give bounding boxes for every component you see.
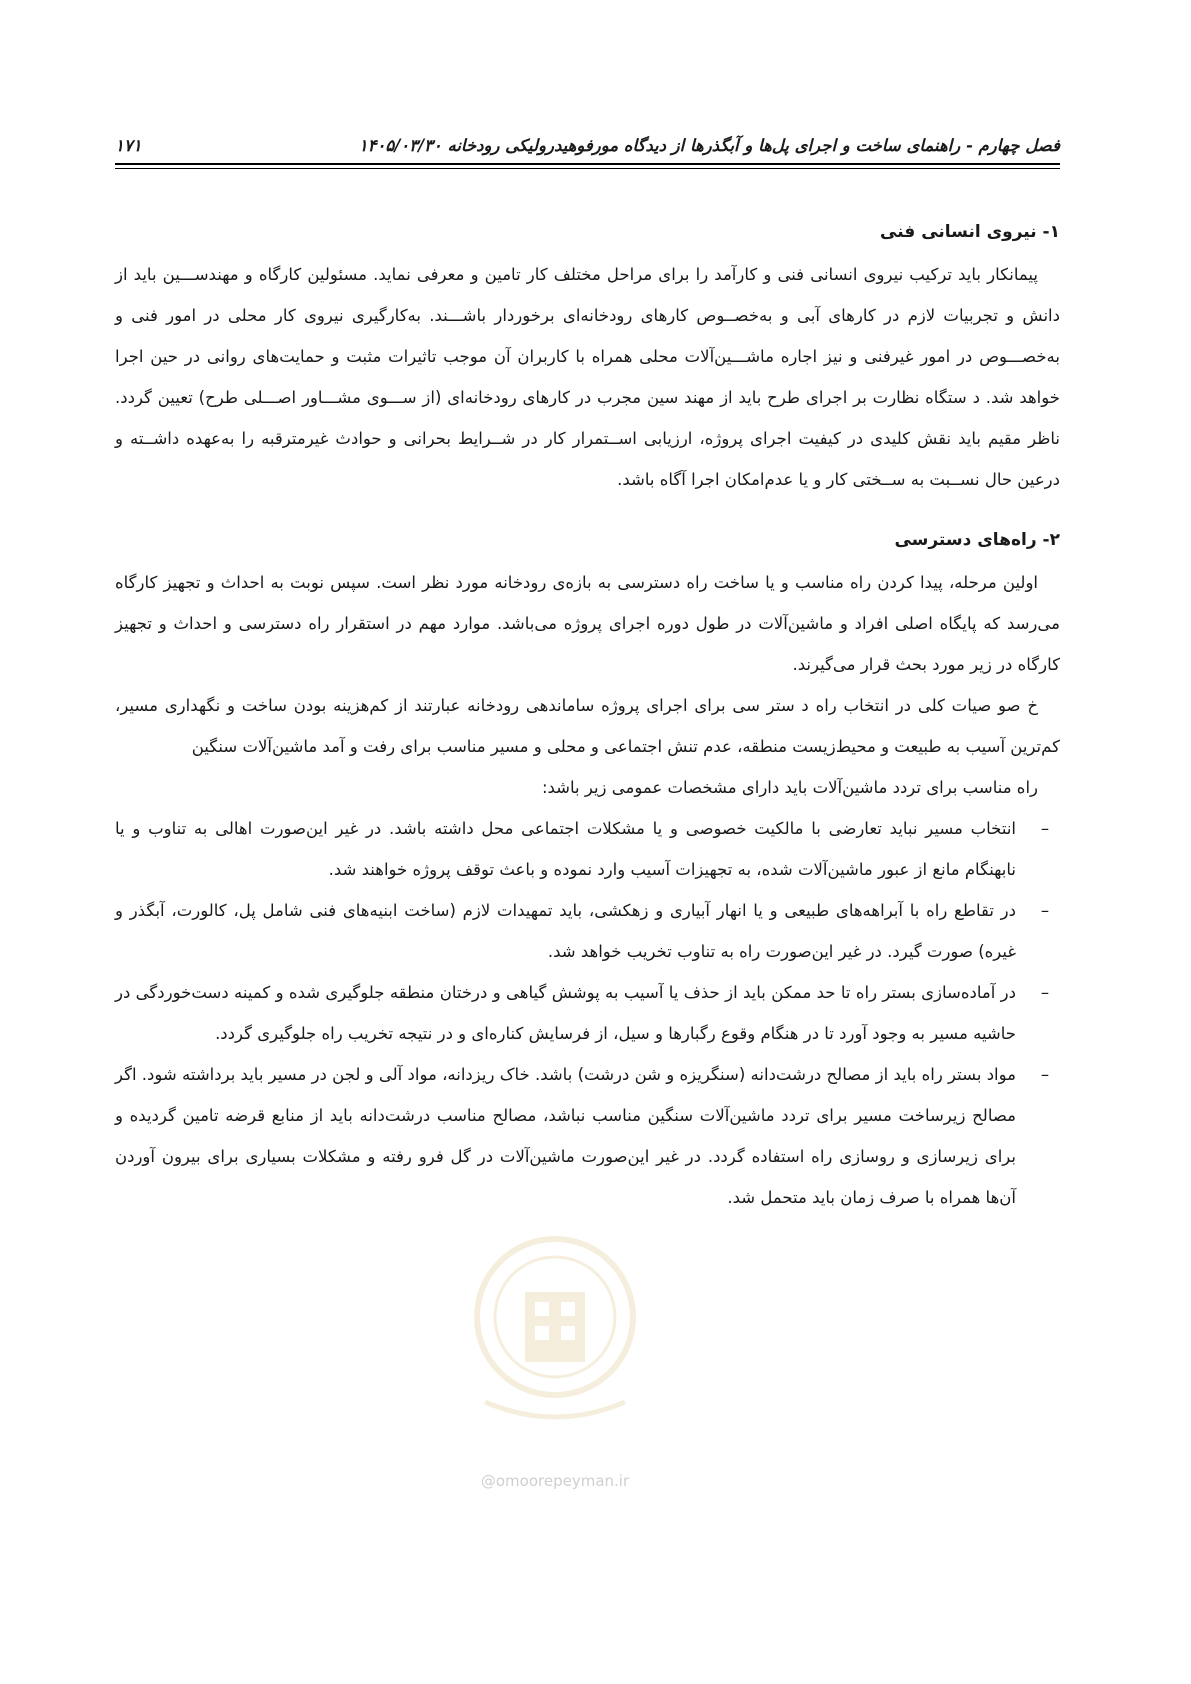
header-title: فصل چهارم - راهنمای ساخت و اجرای پل‌ها و آبگذرها از دیدگاه مورفوهیدرولیکی رودخانه ۱۴۰۵/۰۳/۳۰ (358, 135, 1060, 155)
road-requirements-list (115, 808, 1060, 1218)
list-item (115, 972, 1060, 1054)
list-item (115, 808, 1060, 890)
paragraph-access-roads-1: اولین مرحله، پیدا کردن راه مناسب و یا ساخت راه دسترسی به بازه‌ی رودخانه مورد نظر است. سپس نوبت به احداث و تجهیز کارگاه می‌رسد که پایگاه اصلی افراد و ماشین‌آلات در طول دوره اجرای پروژه می‌باشد. موارد مهم در استقرار راه دسترسی و احداث و تجهیز کارگاه در زیر مورد بحث قرار می‌گیرند. (115, 573, 1060, 674)
dash-bullet-icon: – (1040, 983, 1050, 1002)
page-number: ۱۷۱ (115, 135, 142, 155)
list-item (115, 890, 1060, 972)
list-item (115, 1054, 1060, 1218)
list-item-text: مواد بستر راه باید از مصالح درشت‌دانه (سنگریزه و شن درشت) باشد. خاک ریزدانه، مواد آلی و لجن در مسیر باید برداشته شود. اگر مصالح زیرساخت مسیر برای تردد ماشین‌آلات سنگین مناسب نباشد، مصالح مناسب درشت‌دانه باید از منابع قرضه تامین گردیده و برای زیرسازی و روسازی راه استفاده گردد. در غیر این‌صورت ماشین‌آلات در گل فرو رفته و مشکلات بسیاری برای بیرون آوردن آن‌ها همراه با صرف زمان باید متحمل شد. (115, 1065, 1016, 1207)
dash-bullet-icon: – (1040, 901, 1050, 920)
list-item-text: در تقاطع راه با آبراهه‌های طبیعی و یا انهار آبیاری و زهکشی، باید تمهیدات لازم (ساخت ابنیه‌های فنی شامل پل، کالورت، آبگذر و غیره) صورت گیرد. در غیر این‌صورت راه به تناوب تخریب خواهد شد. (115, 901, 1016, 961)
body-content (115, 214, 1060, 1218)
running-header (115, 128, 1060, 162)
list-intro: راه مناسب برای تردد ماشین‌آلات باید دارای مشخصات عمومی زیر باشد: (541, 778, 1038, 797)
list-item-text: در آماده‌سازی بستر راه تا حد ممکن باید از حذف یا آسیب به پوشش گیاهی و درختان منطقه جلوگیری شده و کمینه دست‌خوردگی در حاشیه مسیر به وجود آورد تا در هنگام وقوع رگبارها و سیل، از فرسایش کناره‌ای و در نتیجه تخریب راه جلوگیری گردد. (115, 983, 1016, 1043)
header-rule-thin (115, 168, 1060, 169)
paragraph-access-roads-2: خ صو صیات کلی در انتخاب راه د ستر سی برای اجرای پروژه ساماندهی رودخانه عبارتند از کم‌هزینه بودن ساخت و نگهداری مسیر، کم‌ترین آسیب به طبیعت و محیط‌زیست منطقه، عدم تنش اجتماعی و محلی و مسیر مناسب برای رفت و آمد ماشین‌آلات سنگین (115, 696, 1060, 756)
watermark-text: @omoorepeyman.ir (480, 1472, 630, 1490)
paragraph-technical-staff: پیمانکار باید ترکیب نیروی انسانی فنی و کارآمد را برای مراحل مختلف کار تامین و معرفی نماید. مسئولین کارگاه و مهندســـین باید از دانش و تجربیات لازم در کارهای آبی و به‌خصــوص کارهای رودخانه‌ای برخوردار باشـــند. به‌کارگیری نیروی کار محلی در امور فنی و به‌خصـــوص در امور غیرفنی و نیز اجاره ماشـــین‌آلات محلی همراه با کاربران آن موجب تاثیرات مثبت و حمایت‌های روانی در حین اجرا خواهد شد. د ستگاه نظارت بر اجرای طرح باید از مهند سین مجرب در کارهای رودخانه‌ای (از ســـوی مشـــاور اصـــلی طرح) تعیین گردد. ناظر مقیم باید نقش کلیدی در کیفیت اجرای پروژه، ارزیابی اســتمرار کار در شــرایط بحرانی و حوادث غیرمترقبه را به‌عهده داشــته و درعین حال نســبت به ســختی کار و یا عدم‌امکان اجرا آگاه باشد. (115, 265, 1060, 489)
section-heading-technical-staff: ۱- نیروی انسانی فنی (880, 222, 1060, 242)
watermark-logo-icon (455, 1222, 655, 1462)
section-heading-access-roads: ۲- راه‌های دسترسی (894, 530, 1060, 550)
list-item-text: انتخاب مسیر نباید تعارضی با مالکیت خصوصی و یا مشکلات اجتماعی محل داشته باشد. در غیر این‌صورت اهالی به تناوب و یا نابهنگام مانع از عبور ماشین‌آلات شده، به تجهیزات آسیب وارد نموده و باعث توقف پروژه خواهند شد. (115, 819, 1016, 879)
header-rule-thick (115, 163, 1060, 165)
dash-bullet-icon: – (1040, 1065, 1050, 1084)
dash-bullet-icon: – (1040, 819, 1050, 838)
